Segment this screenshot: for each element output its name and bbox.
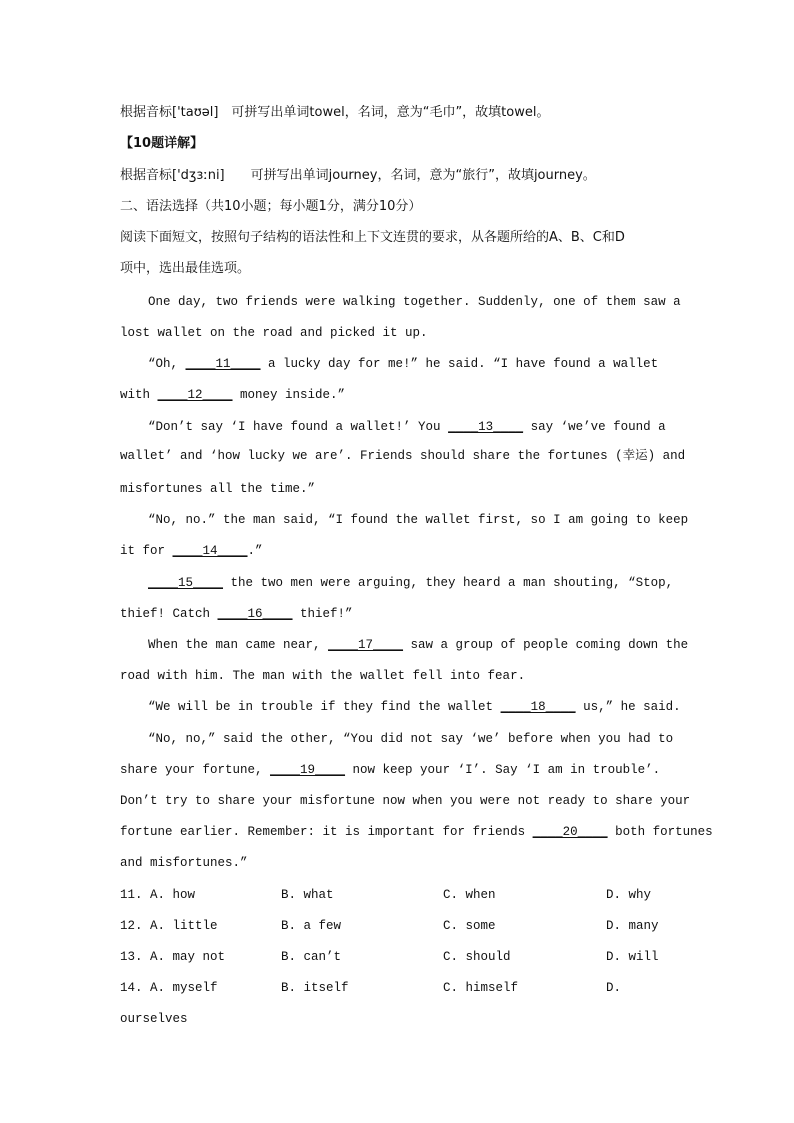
option-d: D. why [606, 888, 652, 902]
passage-line: “We will be in trouble if they find the wallet ____18____ us,” he said. [148, 700, 681, 714]
passage-line: “No, no,” said the other, “You did not say ‘we’ before when you had to [148, 732, 674, 746]
section-title: 二、语法选择（共10小题；每小题1分，满分10分） [120, 199, 422, 214]
passage-line: and misfortunes.” [120, 856, 248, 870]
option-c: C. himself [443, 981, 519, 995]
q9-explanation: 根据音标['taʊəl] 可拼写出单词towel，名词，意为“毛巾”，故填towel。 [120, 105, 550, 120]
passage-line: it for ____14____.” [120, 544, 263, 558]
blank-17: ____17____ [328, 638, 404, 652]
q10-explanation: 根据音标['dʒɜːni] 可拼写出单词journey，名词，意为“旅行”，故填journey。 [120, 168, 596, 183]
passage-line: share your fortune, ____19____ now keep your ‘I’. Say ‘I am in trouble’. [120, 763, 661, 777]
blank-14: ____14____ [172, 544, 248, 558]
passage-line: lost wallet on the road and picked it up. [120, 326, 428, 340]
option-b: B. itself [281, 981, 349, 995]
passage-line: ____15____ the two men were arguing, they heard a man shouting, “Stop, [148, 576, 674, 590]
option-d: D. many [606, 919, 659, 933]
blank-18: ____18____ [500, 700, 576, 714]
option-c: C. some [443, 919, 496, 933]
option-d: D. [606, 981, 622, 995]
blank-15: ____15____ [148, 576, 224, 590]
option-a: 14. A. myself [120, 981, 218, 995]
passage-line: “No, no.” the man said, “I found the wallet first, so I am going to keep [148, 513, 689, 527]
blank-12: ____12____ [157, 388, 233, 402]
passage-line: “Oh, ____11____ a lucky day for me!” he said. “I have found a wallet [148, 357, 659, 371]
q10-header: 【10题详解】 [120, 136, 204, 151]
option-c: C. should [443, 950, 511, 964]
blank-19: ____19____ [270, 763, 346, 777]
blank-13: ____13____ [448, 420, 524, 434]
blank-20: ____20____ [532, 825, 608, 839]
option-d-text: ourselves [120, 1012, 188, 1026]
instruction-line-2: 项中，选出最佳选项。 [120, 261, 251, 276]
instruction-line-1: 阅读下面短文，按照句子结构的语法性和上下文连贯的要求，从各题所给的A、B、C和D [120, 230, 625, 245]
passage-line: thief! Catch ____16____ thief!” [120, 607, 353, 621]
option-c: C. when [443, 888, 496, 902]
passage-line: “Don’t say ‘I have found a wallet!’ You ____13____ say ‘we’ve found a [148, 420, 666, 434]
passage-line: wallet’ and ‘how lucky we are’. Friends should share the fortunes (幸运) and [120, 449, 686, 463]
passage-line: road with him. The man with the wallet fell into fear. [120, 669, 526, 683]
passage-line: Don’t try to share your misfortune now when you were not ready to share your [120, 794, 691, 808]
blank-11: ____11____ [185, 357, 261, 371]
option-b: B. a few [281, 919, 342, 933]
option-a: 13. A. may not [120, 950, 226, 964]
passage-line: fortune earlier. Remember: it is important for friends ____20____ both fortunes [120, 825, 713, 839]
option-d: D. will [606, 950, 659, 964]
option-a: 11. A. how [120, 888, 196, 902]
option-a: 12. A. little [120, 919, 218, 933]
passage-line: When the man came near, ____17____ saw a group of people coming down the [148, 638, 689, 652]
option-b: B. can’t [281, 950, 342, 964]
blank-16: ____16____ [217, 607, 293, 621]
option-b: B. what [281, 888, 334, 902]
passage-line: misfortunes all the time.” [120, 482, 316, 496]
passage-line: One day, two friends were walking together. Suddenly, one of them saw a [148, 295, 681, 309]
passage-line: with ____12____ money inside.” [120, 388, 346, 402]
